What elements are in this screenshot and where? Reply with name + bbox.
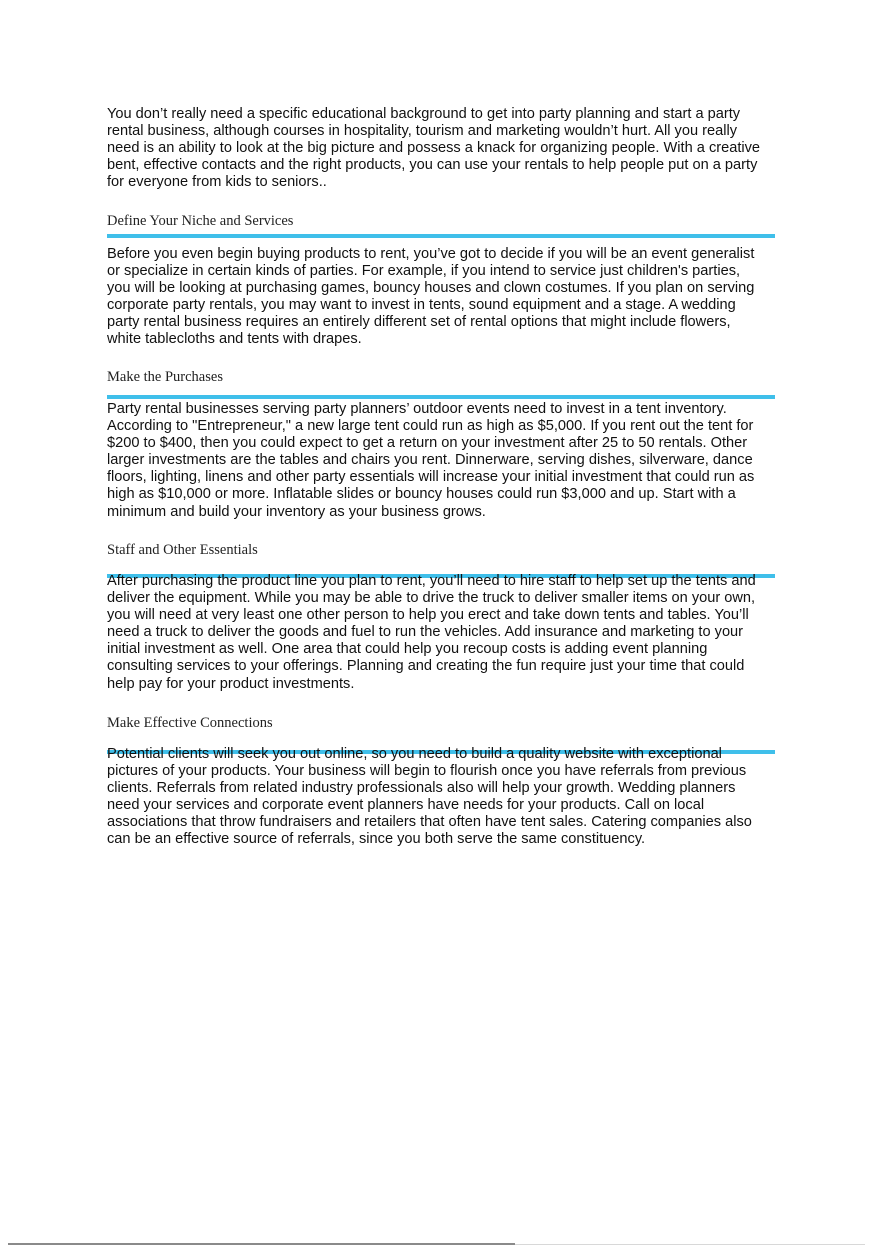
paragraph-line: need is an ability to look at the big picture and possess a knack for organizing people. With a creative	[107, 140, 761, 157]
paragraph-line: pictures of your products. Your business will begin to flourish once you have referrals from previous	[107, 763, 747, 780]
paragraph-line: You don’t really need a specific educational background to get into party planning and start a party	[107, 106, 741, 122]
section-paragraph	[107, 573, 787, 693]
paragraph-line: larger investments are the tables and chairs you rent. Dinnerware, serving dishes, silverware, dance	[107, 452, 753, 469]
footer-divider	[8, 1243, 515, 1245]
paragraph-line: minimum and build your inventory as your business grows.	[107, 503, 486, 520]
paragraph-line: Potential clients will seek you out online, so you need to build a quality website with exceptional	[107, 746, 722, 762]
paragraph-line: initial investment as well. One area that could help you recoup costs is adding event planning	[107, 641, 708, 658]
section-heading: Make the Purchases	[107, 369, 223, 385]
paragraph-line: Party rental businesses serving party planners’ outdoor events need to invest in a tent inventory.	[107, 401, 727, 417]
paragraph-line: rental business, although courses in hospitality, tourism and marketing wouldn’t hurt. All you really	[107, 123, 738, 140]
footer-divider-faint	[515, 1244, 865, 1245]
paragraph-line: $200 to $400, then you could expect to get a return on your investment after 25 to 50 rentals. Other	[107, 435, 748, 452]
paragraph-line: high as $10,000 or more. Inflatable slides or bouncy houses could run $3,000 and up. Start with a	[107, 486, 736, 503]
section-heading: Define Your Niche and Services	[107, 213, 294, 229]
paragraph-line: need your services and corporate event planners have needs for your products. Call on local	[107, 797, 705, 814]
section-heading: Staff and Other Essentials	[107, 542, 258, 558]
section-paragraph	[107, 401, 787, 521]
section-divider	[107, 395, 775, 399]
paragraph-line: bent, effective contacts and the right products, you can use your rentals to help people put on a party	[107, 157, 758, 174]
paragraph-line: you will need at very least one other person to help you erect and take down tents and tables. You’ll	[107, 607, 749, 624]
paragraph-line: According to "Entrepreneur," a new large tent could run as high as $5,000. If you rent out the tent for	[107, 418, 754, 435]
paragraph-line: help pay for your product investments.	[107, 675, 355, 692]
paragraph-line: or specialize in certain kinds of parties. For example, if you intend to service just children's parties,	[107, 263, 741, 280]
paragraph-line: party rental business requires an entirely different set of rental options that might include flowers,	[107, 314, 731, 331]
paragraph-line: clients. Referrals from related industry professionals also will help your growth. Wedding planners	[107, 780, 736, 797]
paragraph-line: corporate party rentals, you may want to invest in tents, sound equipment and a stage. A wedding	[107, 297, 736, 314]
paragraph-line: for everyone from kids to seniors..	[107, 174, 327, 191]
paragraph-line: consulting services to your offerings. Planning and creating the fun require just your time that could	[107, 658, 745, 675]
paragraph-line: deliver the equipment. While you may be able to drive the truck to deliver smaller items on your own,	[107, 590, 756, 607]
section-divider	[107, 234, 775, 238]
paragraph-line: Before you even begin buying products to rent, you’ve got to decide if you will be an event generalist	[107, 246, 755, 262]
paragraph-line: After purchasing the product line you plan to rent, you’ll need to hire staff to help set up the tents and	[107, 573, 756, 589]
section-heading: Make Effective Connections	[107, 715, 273, 731]
paragraph-line: white tablecloths and tents with drapes.	[107, 331, 362, 348]
intro-paragraph	[107, 106, 787, 191]
section-paragraph	[107, 746, 787, 849]
paragraph-line: floors, lighting, linens and other party essentials will increase your initial investment that could run as	[107, 469, 755, 486]
paragraph-line: can be an effective source of referrals, since you both serve the same constituency.	[107, 831, 646, 848]
paragraph-line: associations that throw fundraisers and retailers that often have tent sales. Catering companies also	[107, 814, 752, 831]
paragraph-line: you will be looking at purchasing games, bouncy houses and clown costumes. If you plan on serving	[107, 280, 755, 297]
section-paragraph	[107, 246, 787, 349]
paragraph-line: need a truck to deliver the goods and fuel to run the vehicles. Add insurance and marketing to your	[107, 624, 744, 641]
